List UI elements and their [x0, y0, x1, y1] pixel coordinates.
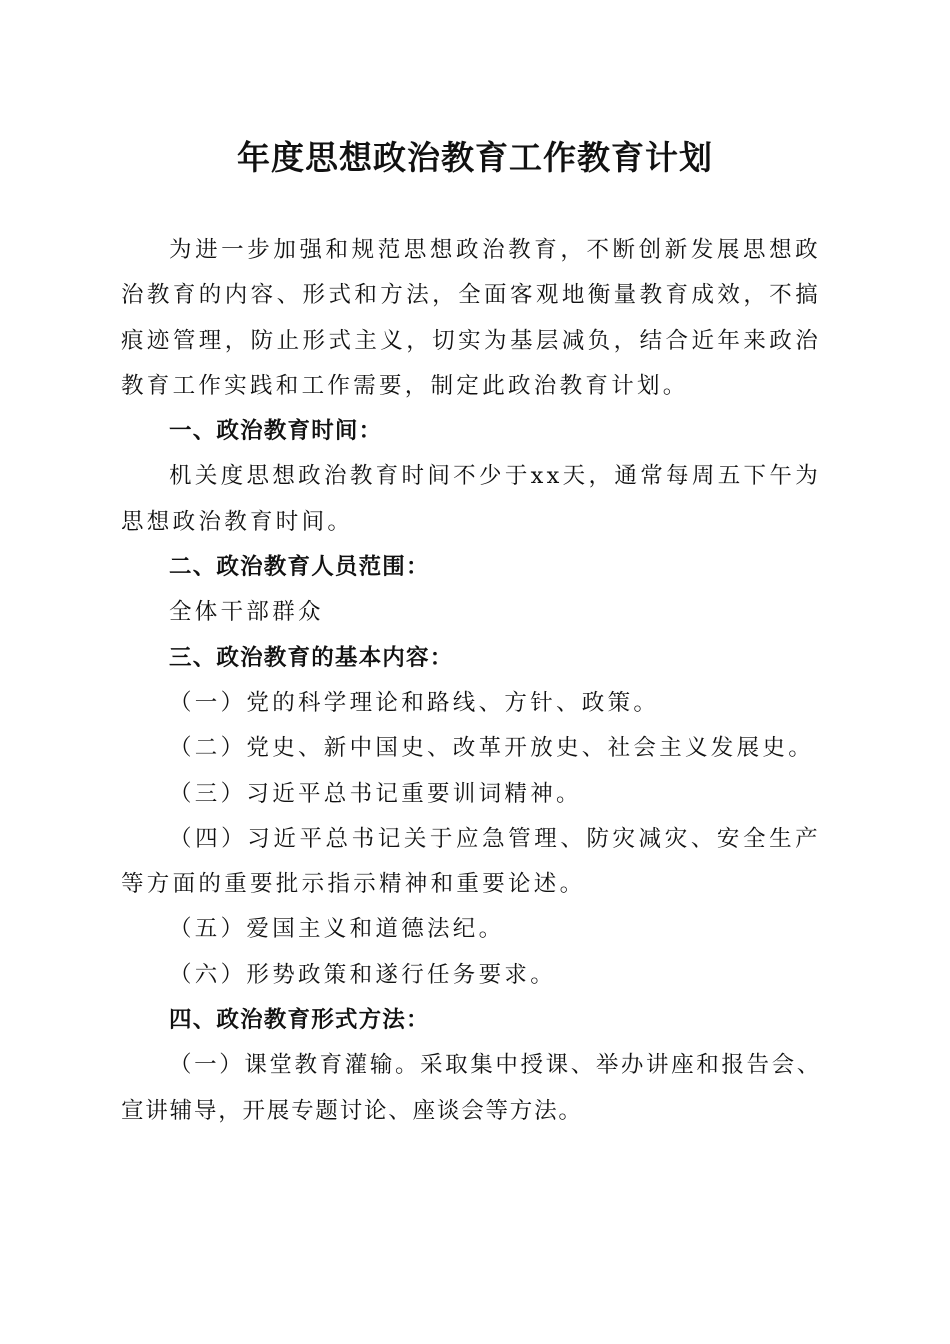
- section-heading-scope: 二、政治教育人员范围：: [169, 554, 430, 581]
- section-heading-content: 三、政治教育的基本内容：: [169, 644, 454, 671]
- content-item-5: （五）爱国主义和道德法纪。: [169, 916, 505, 943]
- methods-item-1: （一）课堂教育灌输。采取集中授课、举办讲座和报告会、宣讲辅导，开展专题讨论、座谈会等方法。: [121, 1052, 821, 1124]
- content-item-1: （一）党的科学理论和路线、方针、政策。: [169, 689, 660, 716]
- intro-paragraph: 为进一步加强和规范思想政治教育，不断创新发展思想政治教育的内容、形式和方法，全面客观地衡量教育成效，不搞痕迹管理，防止形式主义，切实为基层减负，结合近年来政治教育工作实践和工作需要，制定此政治教育计划。: [121, 237, 821, 399]
- document-body: [121, 228, 821, 1134]
- content-item-6: （六）形势政策和遂行任务要求。: [169, 961, 557, 988]
- content-item-3: （三）习近平总书记重要训词精神。: [169, 780, 582, 807]
- content-item-2: （二）党史、新中国史、改革开放史、社会主义发展史。: [169, 735, 815, 762]
- content-item-4: （四）习近平总书记关于应急管理、防灾减灾、安全生产等方面的重要批示指示精神和重要论述。: [121, 825, 821, 898]
- section-heading-time: 一、政治教育时间：: [169, 418, 383, 445]
- section-heading-methods: 四、政治教育形式方法：: [169, 1007, 430, 1034]
- document-title: 年度思想政治教育工作教育计划: [237, 138, 713, 177]
- scope-paragraph: 全体干部群众: [169, 599, 324, 626]
- time-paragraph: 机关度思想政治教育时间不少于xx天，通常每周五下午为思想政治教育时间。: [121, 463, 821, 535]
